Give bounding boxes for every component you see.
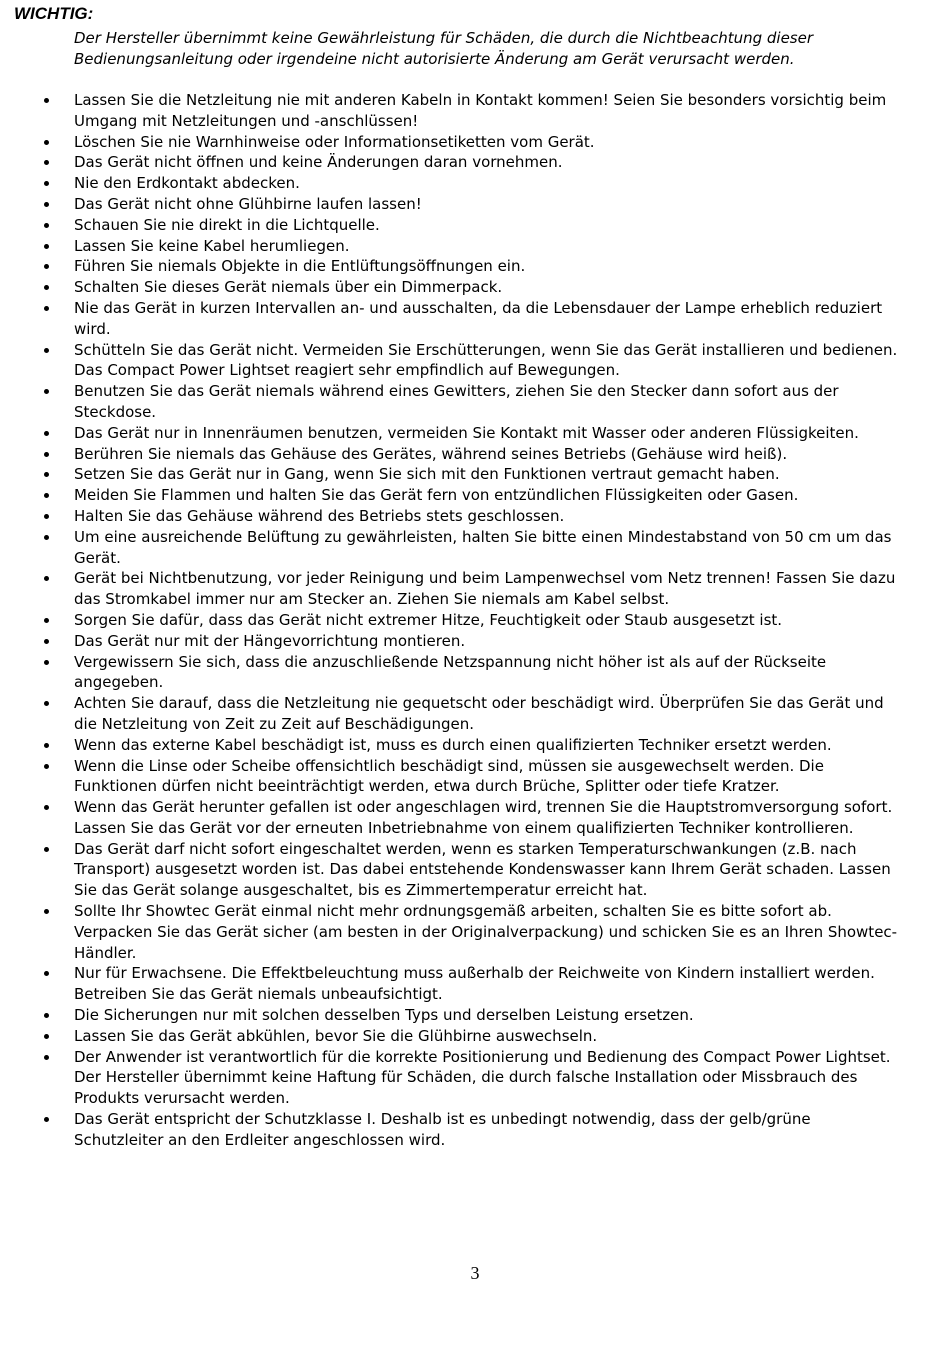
list-item-text: Der Anwender ist verantwortlich für die korrekte Positionierung und Bedienung des Compact Power Lightset. Der Hersteller übernimmt keine Haftung für Schäden, die durch falsche Installation oder Missbrauch des Produkts verursacht werden. xyxy=(74,1047,891,1108)
list-item-text: Nur für Erwachsene. Die Effektbeleuchtung muss außerhalb der Reichweite von Kindern installiert werden. Betreiben Sie das Gerät niemals unbeaufsichtigt. xyxy=(74,964,875,1004)
list-item-text: Das Gerät nicht öffnen und keine Änderungen daran vornehmen. xyxy=(74,153,563,172)
list-item-text: Meiden Sie Flammen und halten Sie das Gerät fern von entzündlichen Flüssigkeiten oder Gasen. xyxy=(74,486,799,505)
bullet-icon xyxy=(44,909,49,914)
list-item xyxy=(0,381,904,423)
list-item-text: Halten Sie das Gehäuse während des Betriebs stets geschlossen. xyxy=(74,506,565,525)
safety-bullet-list xyxy=(0,90,950,1151)
list-item-text: Achten Sie darauf, dass die Netzleitung nie gequetscht oder beschädigt wird. Überprüfen Sie das Gerät und die Netzleitung von Zeit zu Zeit auf Beschädigungen. xyxy=(74,694,884,733)
list-item xyxy=(0,1005,904,1026)
bullet-icon xyxy=(44,618,49,623)
list-item xyxy=(0,610,904,631)
intro-paragraph: Der Hersteller übernimmt keine Gewährleistung für Schäden, die durch die Nichtbeachtung dieser Bedienungsanleitung oder irgendeine nicht autorisierte Änderung am Gerät verursacht werden. xyxy=(74,29,814,68)
bullet-icon xyxy=(44,160,49,165)
bullet-icon xyxy=(44,285,49,290)
bullet-icon xyxy=(44,306,49,311)
list-item xyxy=(0,152,904,173)
bullet-icon xyxy=(44,743,49,748)
list-item-text: Vergewissern Sie sich, dass die anzuschließende Netzspannung nicht höher ist als auf der Rückseite angegeben. xyxy=(74,652,827,692)
list-item xyxy=(0,132,904,153)
list-item xyxy=(0,735,904,756)
bullet-icon xyxy=(44,431,49,436)
list-item xyxy=(0,797,904,839)
list-item xyxy=(0,1047,904,1109)
list-item xyxy=(0,756,904,798)
bullet-icon xyxy=(44,389,49,394)
bullet-icon xyxy=(44,98,49,103)
bullet-icon xyxy=(44,348,49,353)
list-item-text: Löschen Sie nie Warnhinweise oder Informationsetiketten vom Gerät. xyxy=(74,132,595,151)
list-item xyxy=(0,652,904,694)
list-item-text: Wenn das externe Kabel beschädigt ist, muss es durch einen qualifizierten Techniker ersetzt werden. xyxy=(74,735,832,754)
list-item xyxy=(0,444,904,465)
bullet-icon xyxy=(44,639,49,644)
list-item-text: Gerät bei Nichtbenutzung, vor jeder Reinigung und beim Lampenwechsel vom Netz trennen! Fassen Sie dazu das Stromkabel immer nur am Stecker an. Ziehen Sie niemals am Kabel selbst. xyxy=(74,569,896,609)
list-item xyxy=(0,631,904,652)
list-item xyxy=(0,568,904,610)
bullet-icon xyxy=(44,701,49,706)
list-item-text: Sorgen Sie dafür, dass das Gerät nicht extremer Hitze, Feuchtigkeit oder Staub ausgesetzt ist. xyxy=(74,610,783,629)
list-item xyxy=(0,423,904,444)
list-item xyxy=(0,194,904,215)
list-item xyxy=(0,839,904,901)
bullet-icon xyxy=(44,847,49,852)
list-item xyxy=(0,256,904,277)
list-item-text: Um eine ausreichende Belüftung zu gewährleisten, halten Sie bitte einen Mindestabstand von 50 cm um das Gerät. xyxy=(74,527,892,567)
list-item-text: Nie das Gerät in kurzen Intervallen an- und ausschalten, da die Lebensdauer der Lampe erheblich reduziert wird. xyxy=(74,298,883,338)
bullet-icon xyxy=(44,764,49,769)
list-item xyxy=(0,173,904,194)
list-item-text: Das Gerät nur in Innenräumen benutzen, vermeiden Sie Kontakt mit Wasser oder anderen Flüssigkeiten. xyxy=(74,423,859,442)
list-item xyxy=(0,236,904,257)
list-item-text: Schalten Sie dieses Gerät niemals über ein Dimmerpack. xyxy=(74,278,503,297)
bullet-icon xyxy=(44,493,49,498)
list-item-text: Nie den Erdkontakt abdecken. xyxy=(74,174,300,193)
bullet-icon xyxy=(44,181,49,186)
list-item-text: Das Gerät entspricht der Schutzklasse I. Deshalb ist es unbedingt notwendig, dass der gelb/grüne Schutzleiter an den Erdleiter angeschlossen wird. xyxy=(74,1110,811,1149)
list-item xyxy=(0,90,904,132)
page-number: 3 xyxy=(470,1263,480,1283)
warning-heading: WICHTIG: xyxy=(14,4,94,23)
list-item xyxy=(0,485,904,506)
list-item-text: Lassen Sie das Gerät abkühlen, bevor Sie die Glühbirne auswechseln. xyxy=(74,1026,598,1045)
bullet-icon xyxy=(44,223,49,228)
list-item-text: Benutzen Sie das Gerät niemals während eines Gewitters, ziehen Sie den Stecker dann sofort aus der Steckdose. xyxy=(74,382,839,421)
bullet-icon xyxy=(44,264,49,269)
list-item-text: Das Gerät nicht ohne Glühbirne laufen lassen! xyxy=(74,194,422,213)
bullet-icon xyxy=(44,244,49,249)
bullet-icon xyxy=(44,535,49,540)
list-item-text: Setzen Sie das Gerät nur in Gang, wenn Sie sich mit den Funktionen vertraut gemacht haben. xyxy=(74,465,780,484)
list-item-text: Schauen Sie nie direkt in die Lichtquelle. xyxy=(74,215,380,234)
list-item xyxy=(0,277,904,298)
list-item-text: Die Sicherungen nur mit solchen desselben Typs und derselben Leistung ersetzen. xyxy=(74,1006,694,1025)
bullet-icon xyxy=(44,660,49,665)
bullet-icon xyxy=(44,202,49,207)
bullet-icon xyxy=(44,1055,49,1060)
list-item-text: Lassen Sie keine Kabel herumliegen. xyxy=(74,236,350,255)
list-item-text: Das Gerät darf nicht sofort eingeschaltet werden, wenn es starken Temperaturschwankungen (z.B. nach Transport) ausgesetzt worden ist. Das dabei entstehende Kondenswasser kann Ihrem Gerät schaden. Lassen Sie das Gerät solange ausgeschaltet, bis es Zimmertemperatur erreicht hat. xyxy=(74,839,891,900)
bullet-icon xyxy=(44,514,49,519)
list-item xyxy=(0,506,904,527)
bullet-icon xyxy=(44,452,49,457)
bullet-icon xyxy=(44,1117,49,1122)
list-item xyxy=(0,464,904,485)
list-item-text: Lassen Sie die Netzleitung nie mit anderen Kabeln in Kontakt kommen! Seien Sie besonders vorsichtig beim Umgang mit Netzleitungen und -anschlüssen! xyxy=(74,91,887,130)
list-item-text: Sollte Ihr Showtec Gerät einmal nicht mehr ordnungsgemäß arbeiten, schalten Sie es bitte sofort ab. Verpacken Sie das Gerät sicher (am besten in der Originalverpackung) und schicken Sie es an Ihren Showtec-Händler. xyxy=(74,902,898,962)
list-item xyxy=(0,901,904,963)
list-item xyxy=(0,963,904,1005)
list-item-text: Berühren Sie niemals das Gehäuse des Gerätes, während seines Betriebs (Gehäuse wird heiß). xyxy=(74,444,788,463)
bullet-icon xyxy=(44,1013,49,1018)
list-item xyxy=(0,1026,904,1047)
list-item-text: Schütteln Sie das Gerät nicht. Vermeiden Sie Erschütterungen, wenn Sie das Gerät installieren und bedienen. Das Compact Power Lightset reagiert sehr empfindlich auf Bewegungen. xyxy=(74,340,898,380)
bullet-icon xyxy=(44,576,49,581)
bullet-icon xyxy=(44,140,49,145)
bullet-icon xyxy=(44,971,49,976)
list-item-text: Wenn das Gerät herunter gefallen ist oder angeschlagen wird, trennen Sie die Hauptstromversorgung sofort. Lassen Sie das Gerät vor der erneuten Inbetriebnahme von einem qualifizierten Techniker kontrollieren. xyxy=(74,798,893,837)
bullet-icon xyxy=(44,1034,49,1039)
list-item xyxy=(0,527,904,569)
list-item xyxy=(0,298,904,340)
list-item xyxy=(0,215,904,236)
list-item xyxy=(0,340,904,382)
list-item-text: Wenn die Linse oder Scheibe offensichtlich beschädigt sind, müssen sie ausgewechselt werden. Die Funktionen dürfen nicht beeinträchtigt werden, etwa durch Brüche, Splitter oder tiefe Kratzer. xyxy=(74,756,824,796)
list-item xyxy=(0,1109,904,1151)
bullet-icon xyxy=(44,472,49,477)
bullet-icon xyxy=(44,805,49,810)
list-item xyxy=(0,693,904,735)
list-item-text: Das Gerät nur mit der Hängevorrichtung montieren. xyxy=(74,631,466,650)
list-item-text: Führen Sie niemals Objekte in die Entlüftungsöffnungen ein. xyxy=(74,257,526,276)
